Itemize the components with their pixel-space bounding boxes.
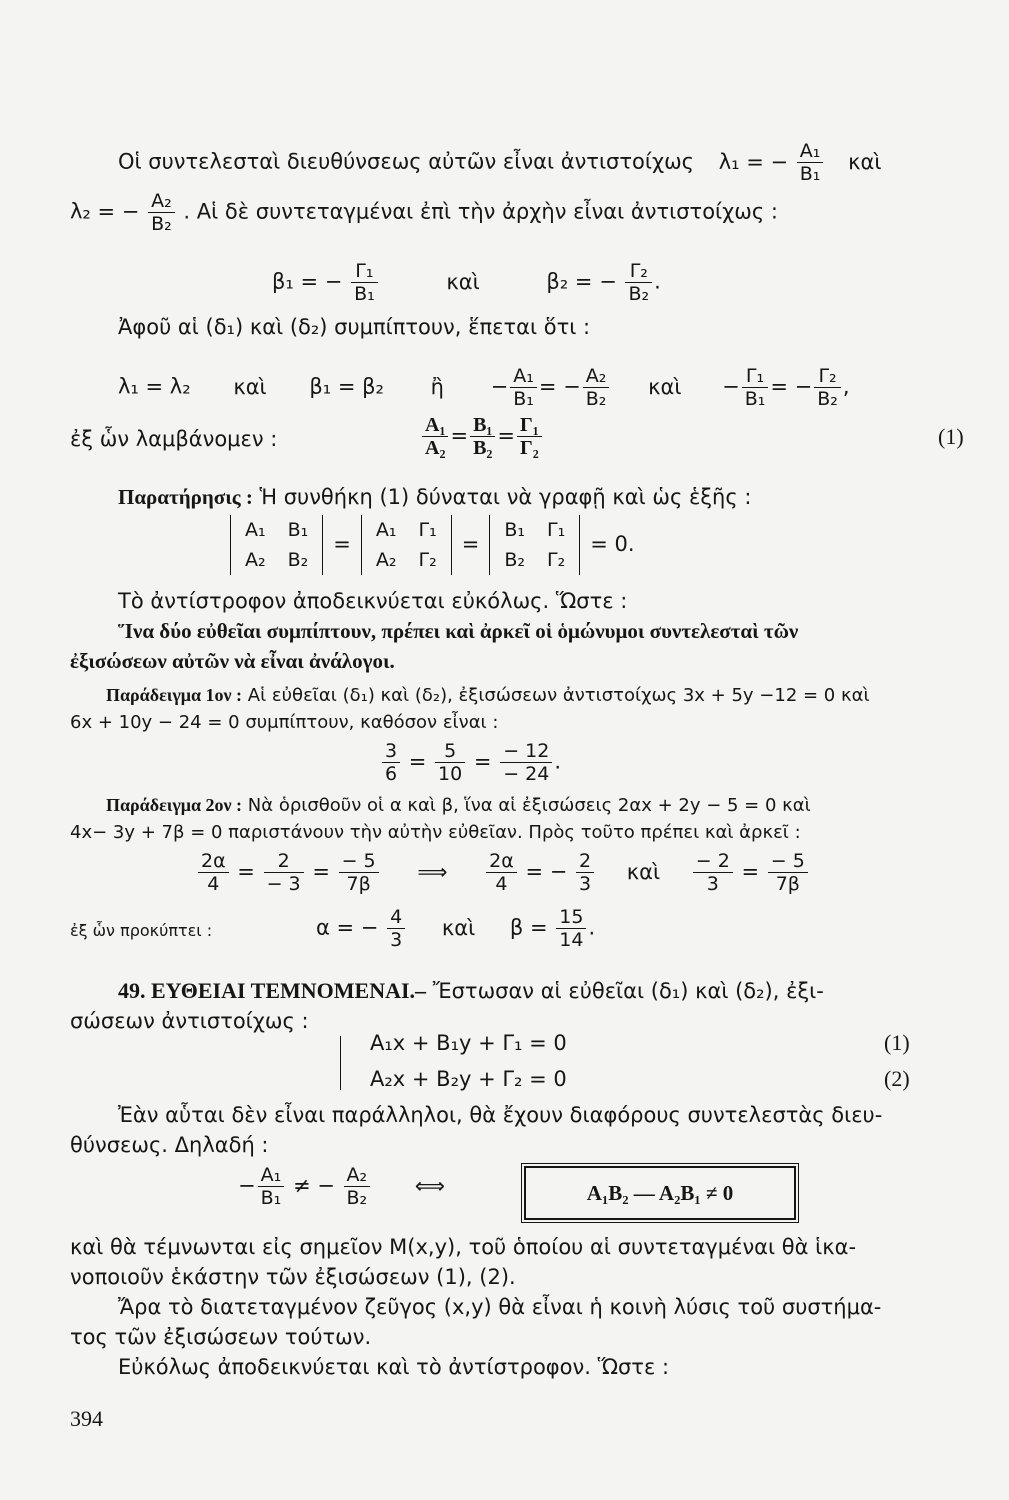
beta1-label: β₁ = −	[272, 269, 343, 294]
fraction-a1-b1	[258, 1164, 285, 1209]
frac-den: B₂	[817, 388, 838, 410]
frac-num: A₂	[148, 190, 175, 213]
equation-number-1: (1)	[938, 424, 964, 449]
system-eq-1: A₁x + B₁y + Γ₁ = 0	[370, 1031, 567, 1055]
example-1-label: Παράδειγμα 1ον :	[106, 685, 243, 705]
frac-num: 2α	[198, 850, 229, 873]
det-cell: Γ₂	[418, 549, 437, 571]
det-cell: A₂	[245, 549, 266, 571]
fraction-5-10	[435, 740, 465, 785]
frac-num: A₁	[258, 1164, 285, 1187]
proportion-equation: $\frac{\text{A₁}}{\text{A₂}}$ = $\frac{\text{B₁}}{\text{B₂}}$ = $\frac{\text{Γ₁}}{\text{Γ₂}}$	[420, 414, 544, 459]
paragraph-2b: νοποιοῦν ἑκάστην τῶν ἐξισώσεων (1), (2).	[70, 1265, 516, 1289]
intro-line-2	[70, 190, 778, 235]
section-49-line-2: σώσεων ἀντιστοίχως :	[70, 1009, 309, 1033]
paragraph-3a: Ἄρα τὸ διατεταγμένον ζεῦγος (x,y) θὰ εἶναι ἡ κοινὴ λύσις τοῦ συστήμα-	[118, 1295, 882, 1319]
kai-word: καὶ	[446, 269, 480, 294]
inequality-line: − $\frac{\text{A₁}}{\text{B₁}}$ ≠ − $\frac{\text{A₂}}{\text{B₂}}$ ⟺	[238, 1164, 445, 1209]
kai-word: καὶ	[441, 915, 476, 940]
frac-num: − 5	[339, 850, 379, 873]
frac-den: A₂	[425, 437, 446, 459]
frac-num: Γ₁	[742, 365, 769, 388]
frac-num: 15	[556, 906, 586, 929]
intro-text: Οἱ συντελεσταὶ διευθύνσεως αὐτῶν εἶναι ἀντιστοίχως	[118, 149, 694, 174]
frac-num: 5	[435, 740, 465, 763]
det-cell: Γ₁	[418, 519, 437, 541]
frac-den: 3	[390, 929, 403, 951]
example-2-equation: $\frac{2\alpha}{4}$ = $\frac{2}{- 3}$ = $\frac{- 5}{7\beta}$ ⟹ $\frac{2\alpha}{4}$ = − $\frac{2}{3}$ καὶ $\frac{- 2}{3}$ = $\frac{- 5}{7\beta}$	[196, 850, 810, 895]
example-2-label: Παράδειγμα 2ον :	[106, 795, 243, 815]
fraction-a1-a2	[422, 414, 448, 459]
fraction-2-3	[576, 850, 594, 895]
system-eq-2-number: (2)	[884, 1066, 910, 1091]
system-eq-2: A₂x + B₂y + Γ₂ = 0	[370, 1067, 567, 1091]
determinant-ab	[230, 515, 323, 575]
frac-num: − 12	[500, 740, 552, 763]
fraction-g1-b1	[351, 260, 378, 305]
intro-line-1	[118, 140, 881, 185]
system-brace	[340, 1036, 341, 1090]
frac-num: Γ₂	[625, 260, 652, 283]
frac-den: B₁	[513, 388, 534, 410]
fraction-g1-g2	[517, 414, 542, 459]
fraction-g2-b2	[625, 260, 652, 305]
example-1-text: Αἱ εὐθεῖαι (δ₁) καὶ (δ₂), ἐξισώσεων ἀντιστοίχως 3x + 5y −12 = 0 καὶ	[247, 685, 870, 706]
frac-den: B₁	[260, 1187, 282, 1209]
fraction-a2-b2	[344, 1164, 371, 1209]
frac-den: 14	[559, 929, 584, 951]
paragraph-1a: Ἐὰν αὗται δὲν εἶναι παράλληλοι, θὰ ἔχουν διαφόρους συντελεστὰς διευ-	[118, 1103, 883, 1127]
fraction-2a-4	[198, 850, 229, 895]
result-equation: α = − $\frac{4}{3}$ καὶ β = $\frac{15}{14}$ .	[316, 906, 596, 951]
determinant-line: A₁ B₁ A₂ B₂ = A₁ Γ₁ A₂ Γ₂ = B₁ Γ₁ B₂ Γ₂ = 0.	[220, 514, 635, 575]
fraction-12-24	[500, 740, 552, 785]
frac-num: 3	[382, 740, 400, 763]
frac-num: 2α	[486, 850, 517, 873]
fraction-a1-b1	[510, 365, 537, 410]
example-1-line-2: 6x + 10y − 24 = 0 συμπίπτουν, καθόσον εἶναι :	[70, 712, 499, 733]
fraction-2-m3	[264, 850, 304, 895]
frac-den: − 3	[266, 873, 301, 895]
lambda-equality: λ₁ = λ₂	[118, 374, 191, 399]
iff-arrow: ⟺	[414, 1173, 445, 1198]
frac-den: B₂	[151, 213, 172, 235]
section-49-line-1	[118, 978, 824, 1004]
lambda2-label: λ₂ = −	[70, 199, 140, 224]
section-text: Ἔστωσαν αἱ εὐθεῖαι (δ₁) καὶ (δ₂), ἐξι-	[432, 979, 824, 1003]
frac-num: 2	[576, 850, 594, 873]
kai-word: καὶ	[648, 374, 682, 399]
frac-num: Γ₁	[517, 414, 542, 437]
system-eq-1-number: (1)	[884, 1030, 910, 1055]
fraction-4-3	[387, 906, 405, 951]
beta2-label: β₂ = −	[546, 269, 617, 294]
frac-den: Γ₂	[520, 437, 539, 459]
page-number: 394	[70, 1406, 103, 1431]
determinant-ag	[361, 515, 452, 575]
kai-word: καὶ	[848, 149, 882, 174]
implies-arrow: ⟹	[417, 859, 448, 884]
paragraph-4: Εὐκόλως ἀποδεικνύεται καὶ τὸ ἀντίστροφον. Ὥστε :	[118, 1355, 670, 1379]
intro-text-2: . Αἱ δὲ συντεταγμέναι ἐπὶ τὴν ἀρχὴν εἶναι ἀντιστοίχως :	[183, 199, 778, 224]
frac-den: B₂	[585, 388, 607, 410]
example-1-equation: $\frac{3}{6}$ = $\frac{5}{10}$ = $\frac{- 12}{- 24}$ .	[380, 740, 561, 785]
boxed-condition: A₁B₂ — A₂B₁ ≠ 0	[524, 1166, 796, 1220]
frac-num: A₂	[583, 365, 610, 388]
frac-num: − 5	[768, 850, 808, 873]
paragraph-1b: θύνσεως. Δηλαδή :	[70, 1133, 269, 1157]
beta-line: β₁ = − $\frac{\text{Γ₁}}{\text{B₁}}$ καὶ β₂ = − $\frac{\text{Γ₂}}{\text{B₂}}$ .	[272, 260, 661, 305]
frac-den: 7β	[775, 873, 800, 895]
section-heading: 49. ΕΥΘΕΙΑΙ ΤΕΜΝΟΜΕΝΑΙ.–	[118, 978, 427, 1003]
frac-den: B₁	[744, 388, 766, 410]
det-cell: B₂	[287, 549, 309, 571]
paragraph-3b: τος τῶν ἐξισώσεων τούτων.	[70, 1325, 372, 1349]
frac-num: − 2	[693, 850, 733, 873]
frac-den: B₂	[628, 283, 650, 305]
beta-equality: β₁ = β₂	[309, 374, 384, 399]
not-equal-sign: ≠ −	[292, 1173, 335, 1198]
frac-den: 3	[578, 873, 592, 895]
equality-line: λ₁ = λ₂ καὶ β₁ = β₂ ἢ − $\frac{\text{A₁}}{\text{B₁}}$ = − $\frac{\text{A₂}}{\text{B₂}}$ καὶ − $\frac{\text{Γ₁}}{\text{B₁}}$ = − $\frac{\text{Γ₂}}{\text{B₂}}$ ,	[118, 365, 850, 410]
example-2-text: Νὰ ὁρισθοῦν οἱ α καὶ β, ἵνα αἱ ἐξισώσεις 2αx + 2y − 5 = 0 καὶ	[247, 795, 811, 816]
det-cell: A₂	[375, 549, 397, 571]
frac-num: Γ₁	[351, 260, 378, 283]
afou-line: Ἀφοῦ αἱ (δ₁) καὶ (δ₂) συμπίπτουν, ἕπεται ὅτι :	[118, 315, 591, 339]
frac-den: B₁	[354, 283, 375, 305]
det-end: = 0.	[590, 532, 635, 556]
fraction-b1-b2	[470, 414, 495, 459]
fraction-m5-7b	[339, 850, 379, 895]
frac-den: 10	[438, 763, 463, 785]
example-1-line-1	[106, 682, 870, 709]
frac-den: B₂	[346, 1187, 368, 1209]
ex-won-label: ἐξ ὧν λαμβάνομεν :	[70, 427, 278, 451]
fraction-m5-7b	[768, 850, 808, 895]
frac-den: 3	[706, 873, 719, 895]
det-cell: B₁	[287, 519, 309, 541]
converse-line: Τὸ ἀντίστροφον ἀποδεικνύεται εὐκόλως. Ὥστε :	[118, 589, 628, 613]
or-word: ἢ	[430, 374, 444, 399]
det-cell: A₁	[375, 519, 397, 541]
theorem-line-2: ἐξισώσεων αὐτῶν νὰ εἶναι ἀνάλογοι.	[70, 649, 395, 673]
frac-num: Γ₂	[814, 365, 841, 388]
paragraph-2a: καὶ θὰ τέμνωνται εἰς σημεῖον M(x,y), τοῦ ὁποίου αἱ συντεταγμέναι θὰ ἱκα-	[70, 1235, 857, 1259]
fraction-g2-b2	[814, 365, 841, 410]
frac-num: A₁	[510, 365, 537, 388]
fraction-3-6	[382, 740, 400, 785]
frac-num: A₁	[797, 140, 824, 163]
det-cell: Γ₂	[546, 549, 566, 571]
fraction-a2-b2	[148, 190, 175, 235]
ex-won-line	[70, 426, 277, 452]
frac-num: A₁	[422, 414, 448, 437]
remark-line	[118, 484, 751, 510]
frac-num: 2	[264, 850, 304, 873]
kai-word: καὶ	[626, 859, 661, 884]
remark-text: Ἡ συνθήκη (1) δύναται νὰ γραφῇ καὶ ὡς ἑξῆς :	[259, 485, 752, 509]
frac-den: − 24	[503, 763, 550, 785]
fraction-2a-4	[486, 850, 517, 895]
det-cell: A₁	[245, 519, 266, 541]
det-cell: B₁	[504, 519, 525, 541]
result-label: ἐξ ὧν προκύπτει :	[70, 921, 213, 940]
example-2-line-1	[106, 792, 811, 819]
frac-num: B₁	[470, 414, 495, 437]
frac-den: 4	[207, 873, 220, 895]
lambda1-label: λ₁ = −	[718, 149, 789, 174]
remark-title: Παρατήρησις :	[118, 485, 253, 509]
fraction-15-14	[556, 906, 586, 951]
det-cell: Γ₁	[546, 519, 566, 541]
frac-den: 6	[385, 763, 398, 785]
fraction-m2-3	[693, 850, 733, 895]
frac-num: 4	[387, 906, 405, 929]
frac-den: B₂	[473, 437, 493, 459]
fraction-a1-b1	[797, 140, 824, 185]
frac-den: B₁	[799, 163, 821, 185]
theorem-line-1: Ἵνα δύο εὐθεῖαι συμπίπτουν, πρέπει καὶ ἀρκεῖ οἱ ὁμώνυμοι συντελεσταὶ τῶν	[118, 619, 799, 643]
beta-label: β =	[509, 915, 548, 940]
example-2-line-2: 4x− 3y + 7β = 0 παριστάνουν τὴν αὐτὴν εὐθεῖαν. Πρὸς τοῦτο πρέπει καὶ ἀρκεῖ :	[70, 822, 801, 843]
frac-num: A₂	[344, 1164, 371, 1187]
alpha-label: α = −	[316, 915, 379, 940]
fraction-a2-b2	[583, 365, 610, 410]
kai-word: καὶ	[233, 374, 267, 399]
determinant-bg	[489, 515, 580, 575]
frac-den: 7β	[346, 873, 371, 895]
frac-den: 4	[495, 873, 508, 895]
det-cell: B₂	[504, 549, 525, 571]
fraction-g1-b1	[742, 365, 769, 410]
